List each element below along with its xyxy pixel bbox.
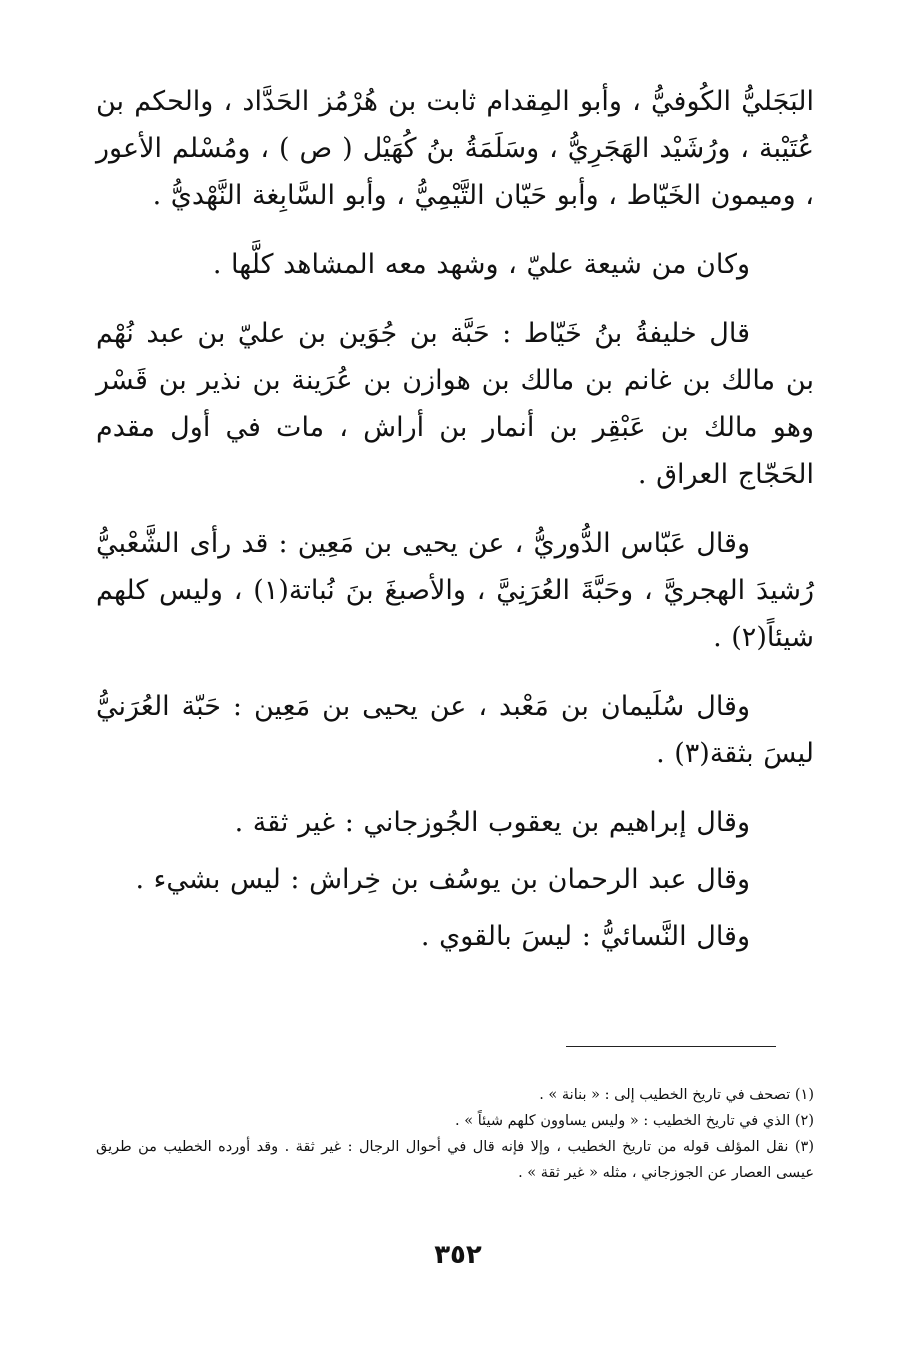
main-text — [96, 78, 814, 982]
paragraph-shia-of-ali: وكان من شيعة عليّ ، وشهد معه المشاهد كلَّها . — [212, 249, 750, 280]
footnotes — [96, 1082, 814, 1186]
paragraph-abbas-duri: وقال عَبّاس الدُّوريُّ ، عن يحيى بن مَعِين : قد رأى الشَّعْبيُّ رُشيدَ الهجريَّ ، وحَبَّةَ العُرَنِيَّ ، والأصبغَ بنَ نُباتة(١) ، وليس كلهم شيئاً(٢) . — [96, 528, 814, 653]
paragraph-ibn-khirash: وقال عبد الرحمان بن يوسُف بن خِراش : ليس بشيء . — [135, 864, 750, 895]
footnote-3: (٣) نقل المؤلف قوله من تاريخ الخطيب ، وإلا فإنه قال في أحوال الرجال : غير ثقة . وقد أورده الخطيب من طريق عيسى العصار عن الجوزجاني ، مثله « غير ثقة » . — [96, 1139, 814, 1181]
paragraph-nasai: وقال النَّسائيُّ : ليسَ بالقوي . — [420, 921, 750, 952]
footnote-separator — [566, 1046, 776, 1047]
footnote-1: (١) تصحف في تاريخ الخطيب إلى : « بنانة » . — [539, 1087, 814, 1103]
footnote-2: (٢) الذي في تاريخ الخطيب : « وليس يساوون كلهم شيئاً » . — [455, 1113, 814, 1129]
paragraph-sulayman-mabad: وقال سُلَيمان بن مَعْبد ، عن يحيى بن مَعِين : حَبّة العُرَنيُّ ليسَ بثقة(٣) . — [96, 691, 814, 769]
paragraph-khalifa-lineage: قال خليفةُ بنُ خَيّاط : حَبَّة بن جُوَين بن عليّ بن عبد نُهْم بن مالك بن غانم بن مالك بن هوازن بن عُرَينة بن نذير بن قَسْر وهو مالك بن عَبْقِر بن أنمار بن أراش ، مات في أول مقدم الحَجّاج العراق . — [96, 318, 814, 490]
paragraph-narrators-list: البَجَليُّ الكُوفيُّ ، وأبو المِقدام ثابت بن هُرْمُز الحَدَّاد ، والحكم بن عُتَيْبة ، ورُشَيْد الهَجَرِيُّ ، وسَلَمَةُ بنُ كُهَيْل ( ص ) ، ومُسْلم الأعور ، وميمون الخَيّاط ، وأبو حَيّان التَّيْمِيُّ ، وأبو السَّابِغة النَّهْديُّ . — [96, 86, 814, 211]
page-number: ٣٥٢ — [434, 1240, 482, 1270]
paragraph-juzjani: وقال إبراهيم بن يعقوب الجُوزجاني : غير ثقة . — [234, 807, 750, 838]
